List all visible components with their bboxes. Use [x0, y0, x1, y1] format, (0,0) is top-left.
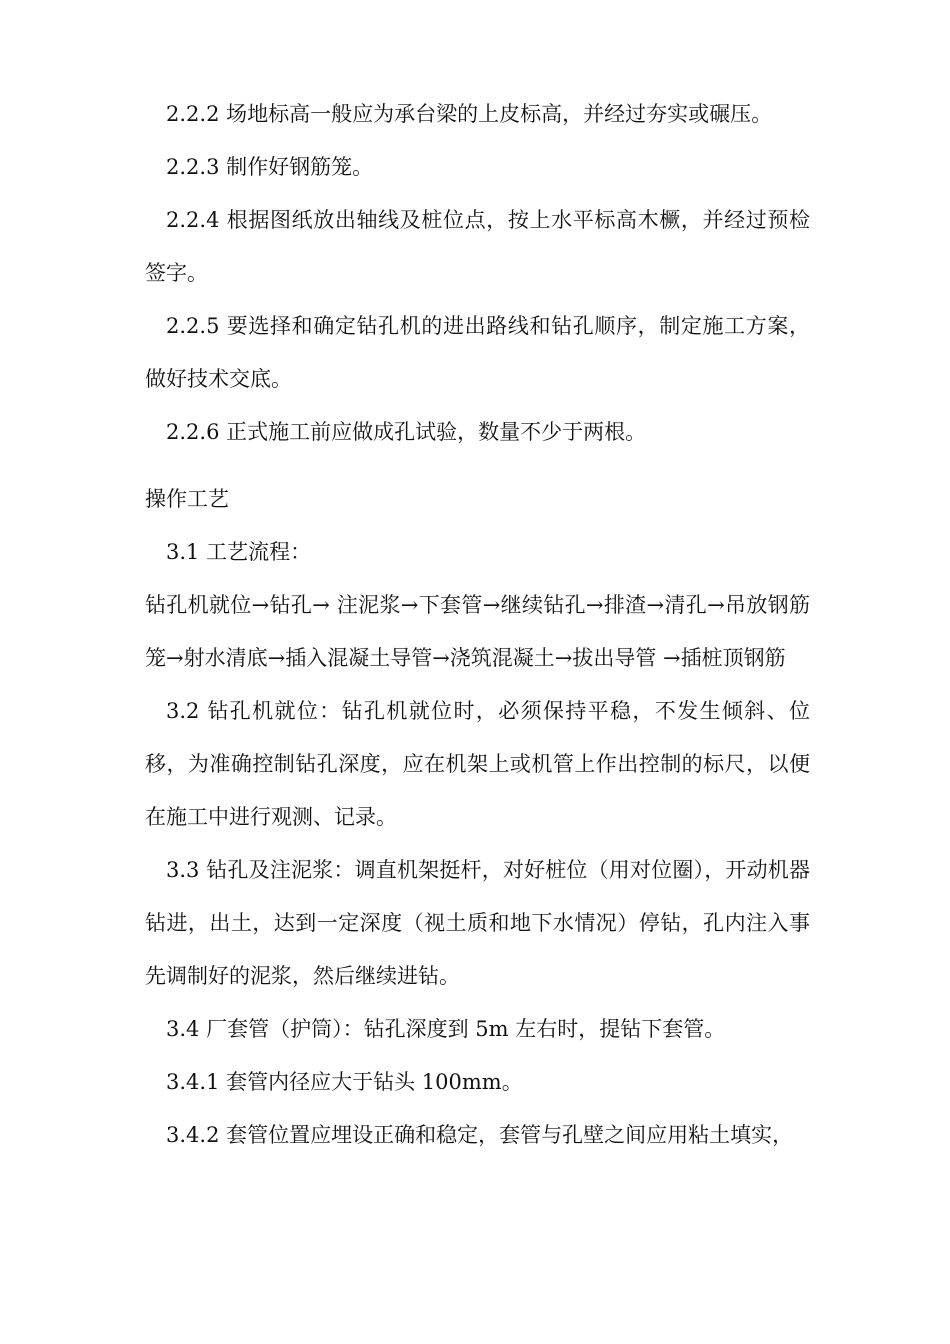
paragraph-3-2: 3.2 钻孔机就位：钻孔机就位时，必须保持平稳，不发生倾斜、位移，为准确控制钻孔深度，应在机架上或机管上作出控制的标尺，以便在施工中进行观测、记录。 [145, 699, 810, 829]
paragraph-3-1: 3.1 工艺流程： [166, 540, 312, 564]
paragraph-3-4-1: 3.4.1 套管内径应大于钻头 100mm。 [166, 1070, 523, 1094]
paragraph-2-2-6: 2.2.6 正式施工前应做成孔试验，数量不少于两根。 [166, 420, 647, 444]
section-heading: 操作工艺 [145, 487, 229, 511]
document-body [145, 88, 810, 1162]
paragraph-2-2-3: 2.2.3 制作好钢筋笼。 [166, 155, 374, 179]
paragraph-3-4-2: 3.4.2 套管位置应埋设正确和稳定，套管与孔壁之间应用粘土填实， [166, 1123, 794, 1147]
paragraph-3-4: 3.4 厂套管（护筒）：钻孔深度到 5m 左右时，提钻下套管。 [166, 1017, 726, 1041]
process-flow: 钻孔机就位→钻孔→ 注泥浆→下套管→继续钻孔→排渣→清孔→吊放钢筋笼→射水清底→插入混凝土导管→浇筑混凝土→拔出导管 →插桩顶钢筋 [145, 593, 810, 670]
paragraph-2-2-5: 2.2.5 要选择和确定钻孔机的进出路线和钻孔顺序，制定施工方案，做好技术交底。 [145, 314, 810, 391]
paragraph-2-2-2: 2.2.2 场地标高一般应为承台梁的上皮标高，并经过夯实或碾压。 [166, 102, 773, 126]
paragraph-2-2-4: 2.2.4 根据图纸放出轴线及桩位点，按上水平标高木橛，并经过预检签字。 [145, 208, 810, 285]
paragraph-3-3: 3.3 钻孔及注泥浆：调直机架挺杆，对好桩位（用对位圈），开动机器钻进，出土，达到一定深度（视土质和地下水情况）停钻，孔内注入事先调制好的泥浆，然后继续进钻。 [145, 858, 810, 988]
